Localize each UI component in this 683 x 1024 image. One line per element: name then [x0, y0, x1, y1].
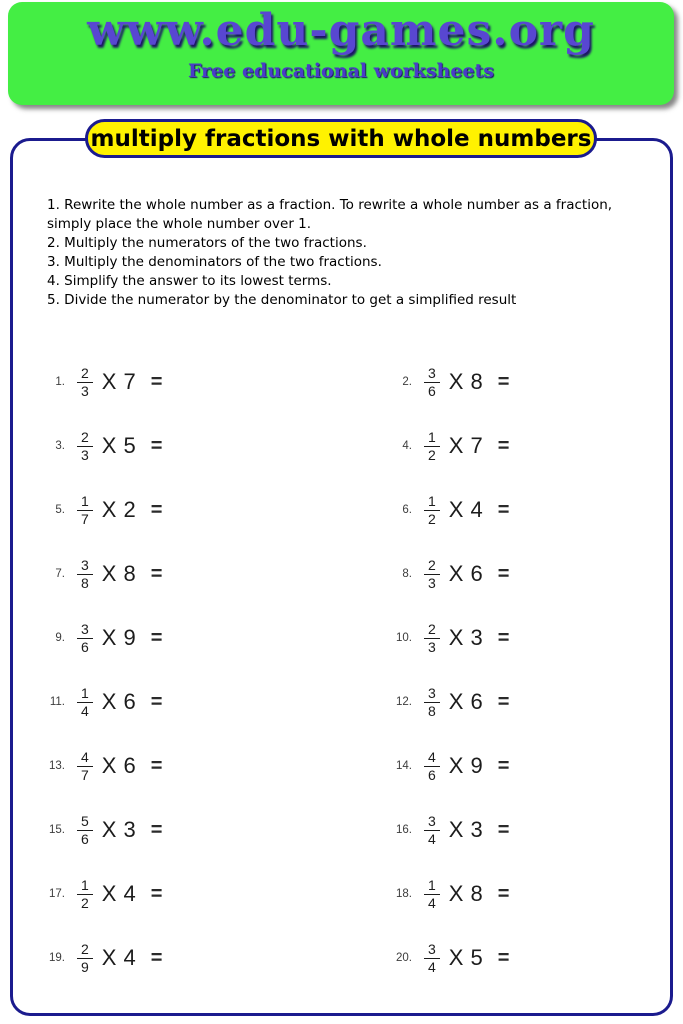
problem-number: 18.: [396, 888, 412, 900]
equals-symbol: =: [150, 434, 163, 457]
multiplication-expression: [102, 369, 136, 395]
fraction-numerator: 2: [81, 940, 89, 957]
whole-number: 4: [470, 497, 483, 522]
multiplication-expression: [449, 497, 483, 523]
problem-item: [0, 494, 345, 526]
equals-symbol: =: [150, 626, 163, 649]
equals-symbol: =: [497, 498, 510, 521]
fraction: [424, 494, 440, 526]
fraction-denominator: 4: [424, 958, 440, 975]
multiplication-expression: [449, 881, 483, 907]
fraction-numerator: 5: [81, 812, 89, 829]
times-symbol: X: [101, 945, 117, 970]
problem-row: [0, 606, 683, 670]
equals-symbol: =: [150, 818, 163, 841]
times-symbol: X: [448, 369, 464, 394]
whole-number: 5: [470, 945, 483, 970]
times-symbol: X: [448, 561, 464, 586]
problem-row: [0, 414, 683, 478]
fraction: [424, 430, 440, 462]
site-tagline: Free educational worksheets: [187, 60, 494, 82]
fraction: [77, 878, 93, 910]
problem-item: [345, 686, 683, 718]
problem-item: [0, 366, 345, 398]
fraction-denominator: 8: [424, 702, 440, 719]
times-symbol: X: [101, 881, 117, 906]
equals-symbol: =: [497, 370, 510, 393]
problem-number: 15.: [49, 824, 65, 836]
equals-symbol: =: [150, 882, 163, 905]
whole-number: 6: [123, 753, 136, 778]
multiplication-expression: [449, 433, 483, 459]
fraction: [77, 430, 93, 462]
problem-item: [0, 942, 345, 974]
fraction: [424, 878, 440, 910]
fraction-numerator: 2: [81, 364, 89, 381]
fraction: [77, 814, 93, 846]
problem-item: [345, 622, 683, 654]
fraction: [424, 750, 440, 782]
whole-number: 2: [123, 497, 136, 522]
problem-item: [345, 942, 683, 974]
times-symbol: X: [101, 753, 117, 778]
times-symbol: X: [101, 561, 117, 586]
times-symbol: X: [448, 625, 464, 650]
multiplication-expression: [102, 689, 136, 715]
instruction-line: 3. Multiply the denominators of the two fractions.: [47, 254, 382, 270]
problem-item: [0, 430, 345, 462]
fraction-denominator: 6: [77, 638, 93, 655]
problem-item: [345, 494, 683, 526]
whole-number: 5: [123, 433, 136, 458]
equals-symbol: =: [497, 434, 510, 457]
equals-symbol: =: [497, 754, 510, 777]
whole-number: 3: [123, 817, 136, 842]
problem-number: 10.: [396, 632, 412, 644]
problem-number: 19.: [49, 952, 65, 964]
fraction-denominator: 6: [77, 830, 93, 847]
times-symbol: X: [448, 753, 464, 778]
equals-symbol: =: [497, 946, 510, 969]
multiplication-expression: [449, 369, 483, 395]
fraction: [424, 558, 440, 590]
whole-number: 8: [123, 561, 136, 586]
problem-number: 4.: [402, 440, 412, 452]
problem-number: 16.: [396, 824, 412, 836]
fraction: [77, 366, 93, 398]
fraction: [424, 622, 440, 654]
fraction-denominator: 9: [77, 958, 93, 975]
fraction-denominator: 3: [77, 446, 93, 463]
problem-row: [0, 478, 683, 542]
multiplication-expression: [102, 625, 136, 651]
problem-item: [345, 430, 683, 462]
times-symbol: X: [101, 497, 117, 522]
multiplication-expression: [449, 561, 483, 587]
fraction: [77, 558, 93, 590]
fraction-denominator: 3: [424, 638, 440, 655]
fraction-denominator: 4: [424, 830, 440, 847]
times-symbol: X: [101, 369, 117, 394]
multiplication-expression: [102, 433, 136, 459]
times-symbol: X: [448, 817, 464, 842]
problem-item: [0, 814, 345, 846]
whole-number: 6: [470, 561, 483, 586]
problem-number: 3.: [55, 440, 65, 452]
fraction-denominator: 8: [77, 574, 93, 591]
problem-item: [345, 814, 683, 846]
equals-symbol: =: [497, 626, 510, 649]
fraction-numerator: 2: [81, 428, 89, 445]
problem-number: 14.: [396, 760, 412, 772]
fraction-numerator: 1: [428, 428, 436, 445]
fraction-numerator: 1: [81, 684, 89, 701]
problem-number: 17.: [49, 888, 65, 900]
whole-number: 8: [470, 369, 483, 394]
problem-row: [0, 862, 683, 926]
fraction-denominator: 7: [77, 766, 93, 783]
fraction-denominator: 3: [77, 382, 93, 399]
problem-number: 2.: [402, 376, 412, 388]
whole-number: 9: [470, 753, 483, 778]
problem-row: [0, 542, 683, 606]
times-symbol: X: [448, 689, 464, 714]
times-symbol: X: [101, 689, 117, 714]
fraction-numerator: 3: [81, 620, 89, 637]
problem-row: [0, 734, 683, 798]
problem-item: [0, 878, 345, 910]
problem-number: 5.: [55, 504, 65, 516]
problem-number: 9.: [55, 632, 65, 644]
site-header: [8, 2, 674, 105]
fraction-denominator: 6: [424, 382, 440, 399]
multiplication-expression: [102, 753, 136, 779]
problem-item: [0, 558, 345, 590]
problem-item: [345, 366, 683, 398]
whole-number: 7: [470, 433, 483, 458]
multiplication-expression: [449, 817, 483, 843]
problem-item: [0, 622, 345, 654]
whole-number: 8: [470, 881, 483, 906]
whole-number: 3: [470, 817, 483, 842]
problem-item: [0, 686, 345, 718]
times-symbol: X: [448, 945, 464, 970]
multiplication-expression: [102, 945, 136, 971]
problem-item: [0, 750, 345, 782]
multiplication-expression: [449, 625, 483, 651]
fraction: [424, 814, 440, 846]
fraction-denominator: 3: [424, 574, 440, 591]
times-symbol: X: [101, 433, 117, 458]
problem-number: 12.: [396, 696, 412, 708]
fraction: [77, 494, 93, 526]
fraction: [77, 686, 93, 718]
whole-number: 3: [470, 625, 483, 650]
fraction-numerator: 3: [428, 364, 436, 381]
fraction-numerator: 4: [428, 748, 436, 765]
equals-symbol: =: [150, 690, 163, 713]
fraction-denominator: 2: [77, 894, 93, 911]
multiplication-expression: [102, 817, 136, 843]
problem-item: [345, 878, 683, 910]
equals-symbol: =: [150, 562, 163, 585]
equals-symbol: =: [497, 882, 510, 905]
multiplication-expression: [102, 881, 136, 907]
multiplication-expression: [102, 497, 136, 523]
whole-number: 9: [123, 625, 136, 650]
fraction-denominator: 2: [424, 446, 440, 463]
fraction-numerator: 1: [428, 876, 436, 893]
instruction-line: 5. Divide the numerator by the denominator to get a simplified result: [47, 292, 517, 308]
fraction-numerator: 3: [81, 556, 89, 573]
problem-number: 6.: [402, 504, 412, 516]
instruction-line: 2. Multiply the numerators of the two fractions.: [47, 235, 367, 251]
equals-symbol: =: [150, 946, 163, 969]
whole-number: 6: [470, 689, 483, 714]
problem-row: [0, 350, 683, 414]
problem-number: 8.: [402, 568, 412, 580]
instruction-line: 1. Rewrite the whole number as a fraction. To rewrite a whole number as a fraction, simply place the whole number over 1.: [47, 197, 613, 232]
problem-row: [0, 926, 683, 990]
fraction: [77, 750, 93, 782]
fraction-numerator: 2: [428, 620, 436, 637]
instructions-block: [47, 196, 641, 310]
problem-number: 1.: [55, 376, 65, 388]
worksheet-title-pill: [85, 119, 597, 158]
equals-symbol: =: [497, 818, 510, 841]
times-symbol: X: [448, 881, 464, 906]
times-symbol: X: [448, 433, 464, 458]
whole-number: 6: [123, 689, 136, 714]
equals-symbol: =: [497, 562, 510, 585]
problem-number: 11.: [49, 696, 65, 708]
problem-number: 7.: [55, 568, 65, 580]
fraction-numerator: 4: [81, 748, 89, 765]
multiplication-expression: [449, 689, 483, 715]
whole-number: 4: [123, 945, 136, 970]
equals-symbol: =: [497, 690, 510, 713]
fraction-denominator: 4: [77, 702, 93, 719]
problem-item: [345, 558, 683, 590]
problem-row: [0, 670, 683, 734]
problem-number: 20.: [396, 952, 412, 964]
instruction-line: 4. Simplify the answer to its lowest terms.: [47, 273, 332, 289]
fraction: [424, 686, 440, 718]
fraction-denominator: 2: [424, 510, 440, 527]
times-symbol: X: [448, 497, 464, 522]
problem-item: [345, 750, 683, 782]
problem-row: [0, 798, 683, 862]
fraction-numerator: 3: [428, 940, 436, 957]
fraction: [424, 942, 440, 974]
fraction-numerator: 1: [81, 492, 89, 509]
equals-symbol: =: [150, 498, 163, 521]
fraction-numerator: 2: [428, 556, 436, 573]
equals-symbol: =: [150, 370, 163, 393]
worksheet-title: multiply fractions with whole numbers: [90, 125, 592, 152]
fraction-numerator: 3: [428, 684, 436, 701]
fraction-denominator: 7: [77, 510, 93, 527]
multiplication-expression: [449, 753, 483, 779]
multiplication-expression: [449, 945, 483, 971]
fraction-denominator: 4: [424, 894, 440, 911]
problem-number: 13.: [49, 760, 65, 772]
times-symbol: X: [101, 817, 117, 842]
times-symbol: X: [101, 625, 117, 650]
fraction: [424, 366, 440, 398]
fraction: [77, 942, 93, 974]
fraction-denominator: 6: [424, 766, 440, 783]
problems-grid: [0, 350, 683, 990]
whole-number: 4: [123, 881, 136, 906]
fraction-numerator: 1: [81, 876, 89, 893]
site-title: www.edu-games.org: [87, 5, 595, 56]
equals-symbol: =: [150, 754, 163, 777]
fraction: [77, 622, 93, 654]
fraction-numerator: 3: [428, 812, 436, 829]
fraction-numerator: 1: [428, 492, 436, 509]
multiplication-expression: [102, 561, 136, 587]
whole-number: 7: [123, 369, 136, 394]
